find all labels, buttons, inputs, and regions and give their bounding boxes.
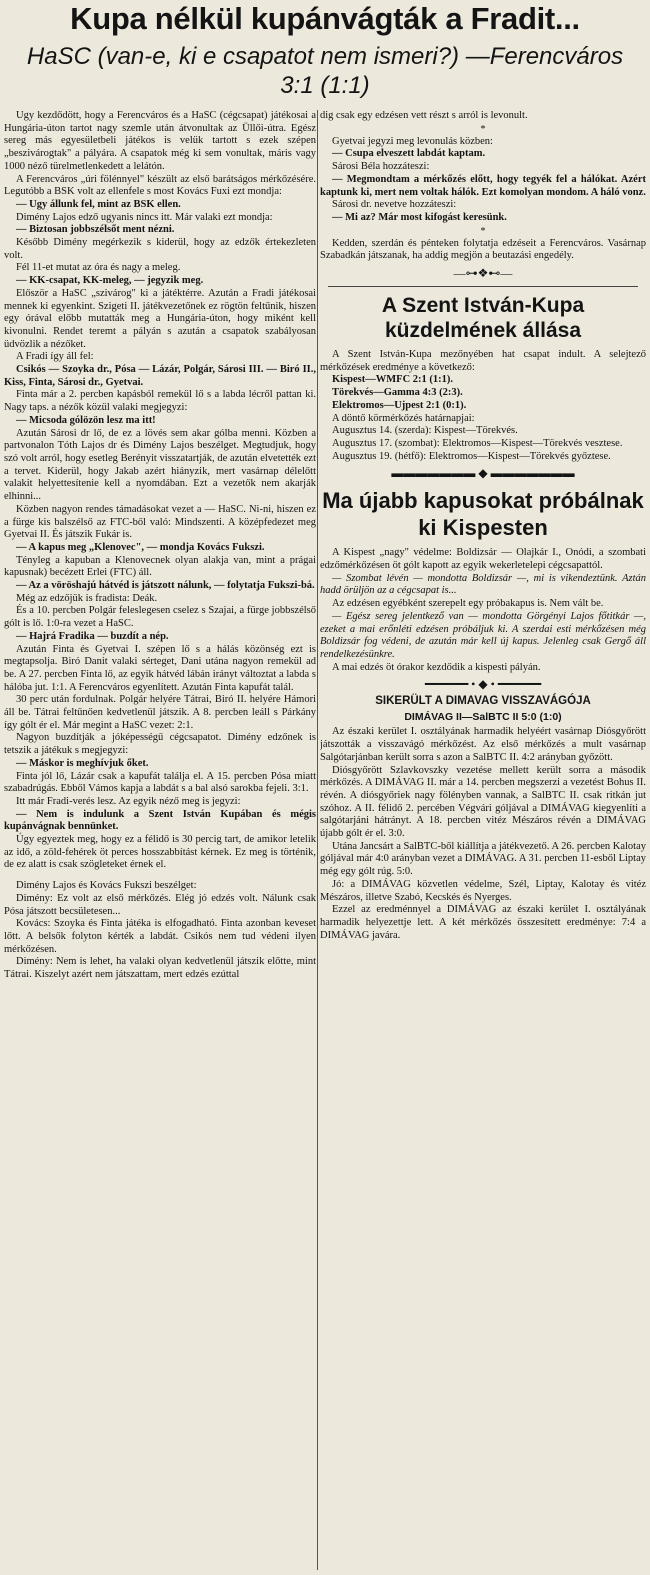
date-row: Augusztus 19. (hétfő): Elektromos—Kispest—Törekvés győztese. bbox=[332, 450, 611, 462]
main-subheadline: HaSC (van-e, ki e csapatot nem ismeri?) —Ferencváros 3:1 (1:1) bbox=[26, 43, 624, 99]
paragraph: Tényleg a kapuban a Klenovecnek olyan alakja van, mint a prágai kapusnak) becézett Erlei (FTC) áll. bbox=[4, 554, 316, 579]
quote: — Hajrá Fradika — buzdít a nép. bbox=[16, 630, 169, 642]
quote: — Egész sereg jelentkező van — mondotta Görgényi Lajos főtitkár —, ezeket a mai erőnléti edzésen próbáljuk ki. A szerdai esti mérkőzésen még Boldizsár fog védeni, de azután már kell új kapus. Jelenleg csak Gergő áll rendelkezésünkre. bbox=[320, 610, 646, 660]
paragraph: Fél 11-et mutat az óra és nagy a meleg. bbox=[16, 262, 181, 274]
paragraph: Azután Sárosi dr lő, de ez a lövés sem akar gólba menni. Közben a partvonalon Tóth Lajos dr és Dimény Lajos beszélget. Megtudjuk, hogy szó volt arról, hogy esetleg Berényit visszatartják, de azután elvetették ezt a tervet. Kiderül, hogy Jakab azért hiányzik, mert vasárnap délelőtt valakit helyettesítenie kell a nyomdában. Ezt a vezetők nem akarják elhinni... bbox=[4, 427, 316, 503]
quote: — Csupa elveszett labdát kaptam. bbox=[332, 148, 486, 160]
paragraph: Finta jól lő, Lázár csak a kapufát találja el. A 15. percben Pósa miatt szabadrúgás. Ebből Vámos kapja a labdát s a bal alsó sarokba fejeli. 3:1. bbox=[4, 770, 316, 795]
date-row: Augusztus 17. (szombat): Elektromos—Kispest—Törekvés vesztese. bbox=[332, 437, 623, 449]
right-column bbox=[320, 110, 646, 1572]
paragraph: Dimény Lajos edző ugyanis nincs itt. Már valaki ezt mondja: bbox=[16, 211, 273, 223]
quote: — Biztosan jobbszélsőt ment nézni. bbox=[16, 224, 175, 236]
paragraph: Finta már a 2. percben kapásból remekül lő s a labda lécről pattan ki. Nagy taps. a nézők közül valaki megjegyzi: bbox=[4, 389, 316, 414]
paragraph: dig csak egy edzésen vett részt s arról is levonult. bbox=[320, 110, 528, 121]
paragraph: A Szent István-Kupa mezőnyében hat csapat indult. A selejtező mérkőzések eredménye a következő: bbox=[320, 349, 646, 373]
dimavag-score: DIMÁVAG II—SalBTC II 5:0 (1:0) bbox=[404, 711, 562, 724]
dialogue: Dimény: Nem is lehet, ha valaki olyan kedvetlenül játszik előtte, mint Tátrai. Kiszelyt azért nem játszattam, mert edzés ezúttal bbox=[4, 956, 316, 981]
result-row: Kispest—WMFC 2:1 (1:1). bbox=[332, 374, 454, 386]
paragraph: Az edzésen egyébként szerepelt egy próbakapus is. Nem vált be. bbox=[332, 598, 604, 610]
paragraph: Ugy kezdődött, hogy a Ferencváros és a HaSC (cégcsapat) játékosai a Hungária-úton tartot nagy szemle után átvonultak az Üllői-útra. Egész sereg más egyesületbeli játékos is velük tartott s ezek szépen „beszivárogtak" a pályára. A csapatok még ki sem vonultak, máris vagy 1000 néző türelmetlenkedett a lelátón. bbox=[4, 110, 316, 172]
paragraph: Dimény Lajos és Kovács Fukszi beszélget: bbox=[16, 880, 197, 892]
date-row: Augusztus 14. (szerda): Kispest—Törekvés. bbox=[332, 425, 518, 437]
paragraph: Úgy egyeztek meg, hogy ez a félidő is 30 percig tart, de amikor letelik az idő, a zöld-fehérek öt perces hosszabbítást kérnek. Ez meg is történik, de ez alatt is csak szögleteket érnek el. bbox=[4, 834, 316, 871]
kispest-headline: Ma újabb kapusokat próbálnak ki Kispesten bbox=[322, 488, 644, 541]
paragraph: Az északi kerület I. osztályának harmadik helyéért vasárnap Diósgyőrött játszották a visszavágó mérkőzést. Az első mérkőzés a mult vasárnap Salgótarjánban került sorra s azon a SalBTC II. 4:2 arányban győzött. bbox=[320, 726, 646, 763]
paragraph: Utána Jancsárt a SalBTC-ből kiállítja a játékvezető. A 26. percben Kalotay góljával már 4:0 arányban vezet a DIMÁVAG. A 31. percben 11-esből Liptay még egy gólt rúg. 5:0. bbox=[320, 840, 646, 878]
quote: — Az a vöröshajú hátvéd is játszott nálunk, — folytatja Fukszi-bá. bbox=[16, 580, 315, 592]
paragraph: A Fradi így áll fel: bbox=[16, 351, 94, 363]
result-row: Elektromos—Ujpest 2:1 (0:1). bbox=[332, 399, 467, 411]
dimavag-headline: SIKERÜLT A DIMAVAG VISSZAVÁGÓJA bbox=[375, 695, 591, 708]
paragraph: Közben nagyon rendes támadásokat vezet a — HaSC. Ni-ni, hiszen ez a fürge kis balszélső az FTC-ből való: Mindszenti. A középfedezet meg Gyetvai II. És játszik Fukár is. bbox=[4, 503, 316, 541]
quote: — Micsoda gólözön lesz ma itt! bbox=[16, 414, 156, 426]
separator-star: * bbox=[480, 123, 486, 135]
ornament-divider: ▬▬▬▬▬▬▬ ◆ ▬▬▬▬▬▬▬ bbox=[391, 466, 575, 481]
dialogue: Kovács: Szoyka és Finta játéka is elfogadható. Finta azonban keveset lőtt. A belsők folyton kérték a labdát. Csikós nem tud védeni ilyen mérkőzésen. bbox=[4, 918, 316, 955]
paragraph: Sárosi dr. nevetve hozzáteszi: bbox=[332, 199, 457, 211]
paragraph: Először a HaSC „szivárog" ki a játéktérre. Azután a Fradi játékosai mennek ki egyenkint. Szigeti II. játékvezetőnek ez rögtön feltűnik, hiszen egy órával előbb mutatták meg a Hungária-úton, hogy miként kell kivonulni. Rendet teremt a pályán s azután a csapatok szabályosan üdvözlik a nézőket. bbox=[4, 287, 316, 350]
paragraph: Kedden, szerdán és pénteken folytatja edzéseit a Ferencváros. Vasárnap Szabadkán játszanak, ha addig megjön a beutazási engedély. bbox=[320, 237, 646, 262]
separator-star: * bbox=[480, 225, 486, 237]
main-headline: Kupa nélkül kupánvágták a Fradit... bbox=[70, 1, 580, 36]
paragraph: Ezzel az eredménnyel a DIMÁVAG az északi kerület I. osztályának harmadik helyezettje lett. A két mérkőzés összesített eredménye: 7:4 a DIMÁVAG javára. bbox=[320, 904, 646, 941]
paragraph: Nagyon buzdítják a jóképességű cégcsapatot. Dimény edzőnek is tetszik a játékuk s megjegyzi: bbox=[4, 732, 316, 757]
paragraph: 30 perc után fordulnak. Polgár helyére Tátrai, Biró II. helyére Hámori áll be. Tátrai feltűnően kedvetlenül játszik. A 8. percben leáll s Párkány így gólt ér el. Már megint a HaSC vezet: 2:1. bbox=[4, 694, 316, 731]
paragraph: Gyetvai jegyzi meg levonulás közben: bbox=[332, 135, 493, 147]
quote: — Szombat lévén — mondotta Boldizsár —, mi is vikendeztünk. Aztán hadd örüljön az a cégcsapat is... bbox=[320, 572, 646, 597]
paragraph: A mai edzés öt órakor kezdődik a kispesti pályán. bbox=[332, 661, 541, 673]
ornament-divider: ━━━━━━ • ◆ • ━━━━━━ bbox=[424, 677, 542, 692]
lineup: Csikós — Szoyka dr., Pósa — Lázár, Polgár, Sárosi III. — Biró II., Kiss, Finta, Sárosi dr., Gyetvai. bbox=[4, 364, 316, 388]
paragraph: A Kispest „nagy" védelme: Boldizsár — Olajkár I., Onódi, a szombati edzőmérkőzésen öt gólt kapott az egyik wekerletelepi cégcsapattól. bbox=[320, 547, 646, 572]
paragraph: Jó: a DIMÁVAG közvetlen védelme, Szél, Liptay, Kalotay és vitéz Mészáros, illetve Szabó, Kecskés és Nyerges. bbox=[320, 878, 646, 903]
quote: — Megmondtam a mérkőzés előtt, hogy tegyék fel a hálókat. Azért kaptunk ki, mert nem voltak hálók. Ezt komolyan mondom. A háló vonz. bbox=[320, 173, 646, 198]
kupa-headline: A Szent István-Kupa küzdelmének állása bbox=[381, 294, 585, 343]
rule bbox=[328, 286, 638, 287]
column-divider bbox=[317, 110, 318, 1570]
paragraph: Még az edzőjük is fradista: Deák. bbox=[16, 592, 158, 604]
quote: — Máskor is meghívjuk őket. bbox=[16, 757, 149, 769]
result-row: Törekvés—Gamma 4:3 (2:3). bbox=[332, 387, 463, 399]
paragraph: A döntő körmérkőzés határnapjai: bbox=[332, 412, 475, 424]
article-fradi-body bbox=[4, 110, 316, 1572]
paragraph: A Ferencváros „úri fölénnyel" készült az első barátságos mérkőzésére. Legutóbb a BSK volt az ellenfele s most Kovács Fuxi ezt mondja: bbox=[4, 173, 316, 198]
quote: — Ugy állunk fel, mint az BSK ellen. bbox=[16, 198, 181, 210]
paragraph: Azután Finta és Gyetvai I. szépen lő s a hálás közönség ezt is megtapsolja. Biró Danit valaki sérteget, Dani utána nagyon remekül ad be. A 27. percben Finta lő, az egyik hátvéd lábán irányt változtat a labda s hálóba jut. 1:1. A Ferencváros egyenlített. Azután Finta kapufát talál. bbox=[4, 643, 316, 693]
paragraph: Sárosi Béla hozzáteszi: bbox=[332, 161, 430, 173]
paragraph: Diósgyőrött Szlavkovszky vezetése mellett került sorra a második mérkőzés. A DIMÁVAG II. már a 14. percben megszerzi a vezetést Bohus II. révén. A diósgyőriek nagy fölényben vannak, a SalBTC II. csak ritkán jut szóhoz. A II. félidő 2. percében Végvári góljával a DIMÁVAG kiegyenlíti a salgótarjáni hátrányt. A 18. percben vitéz Mészáros révén a DIMÁVAG újabb gólt ér el. 3:0. bbox=[320, 764, 646, 840]
paragraph: És a 10. percben Polgár feleslegesen cselez s Szajai, a fürge jobbszélső gólt is lő. 1:0-ra vezet a HaSC. bbox=[4, 605, 316, 630]
ornament-divider: —⊶❖⊷— bbox=[453, 266, 513, 281]
quote: — Mi az? Már most kifogást keresünk. bbox=[332, 211, 507, 223]
quote: — KK-csapat, KK-meleg, — jegyzik meg. bbox=[16, 275, 204, 287]
paragraph: Itt már Fradi-verés lesz. Az egyik néző meg is jegyzi: bbox=[16, 795, 241, 807]
paragraph: Később Dimény megérkezik s kiderül, hogy az edzők értekezleten volt. bbox=[4, 237, 316, 261]
quote: — A kapus meg „Klenovec", — mondja Kovács Fukszi. bbox=[16, 541, 265, 553]
quote: — Nem is indulunk a Szent István Kupában és mégis kupánvágnak bennünket. bbox=[4, 808, 316, 833]
dialogue: Dimény: Ez volt az első mérkőzés. Elég jó edzés volt. Nálunk csak Pósa játszott becsületesen... bbox=[4, 892, 316, 917]
